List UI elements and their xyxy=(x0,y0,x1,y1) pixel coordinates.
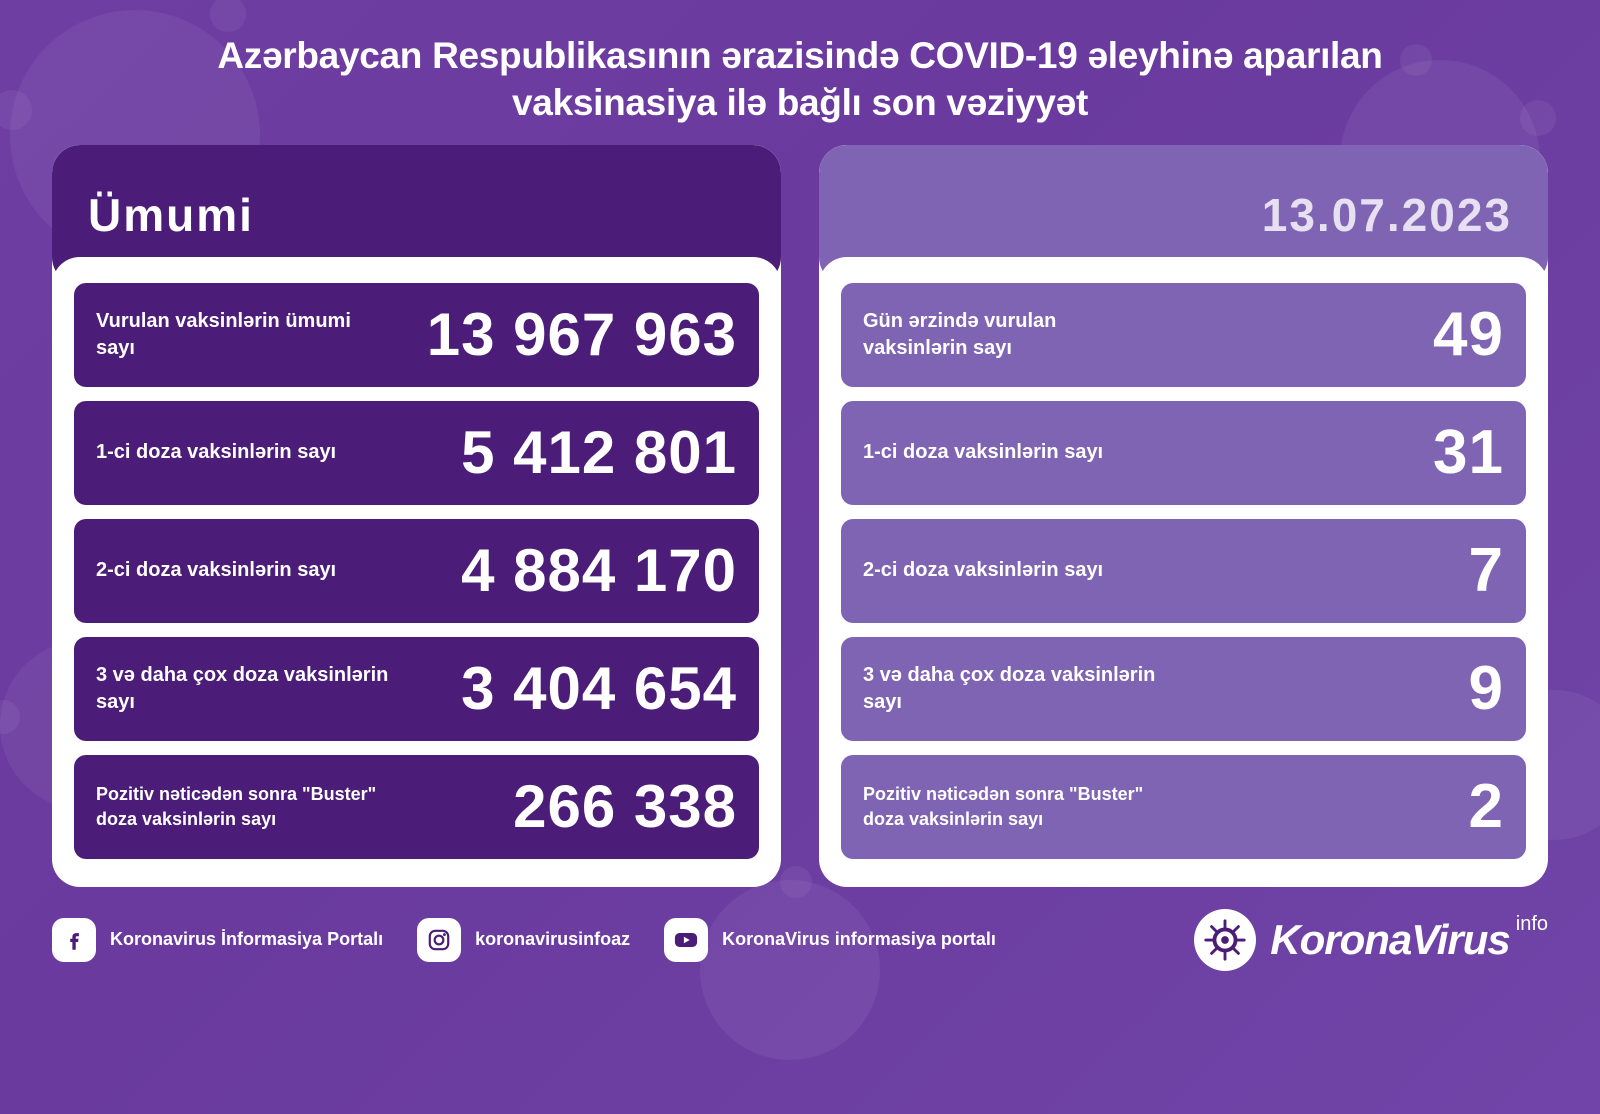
daily-panel xyxy=(819,145,1548,887)
table-row xyxy=(74,637,759,741)
row-label: 1-ci doza vaksinlərin sayı xyxy=(96,441,337,464)
table-row xyxy=(74,755,759,859)
row-label: Pozitiv nəticədən sonra "Buster" doza vaksinlərin sayı xyxy=(96,784,377,829)
total-panel xyxy=(52,145,781,887)
brand-suffix: info xyxy=(1515,912,1548,935)
row-value: 49 xyxy=(1433,300,1504,370)
date-heading: 13.07.2023 xyxy=(1261,188,1512,241)
facebook-label: Koronavirus İnformasiya Portalı xyxy=(110,929,384,950)
row-value: 266 338 xyxy=(513,773,737,841)
table-row xyxy=(841,401,1526,505)
row-label: 2-ci doza vaksinlərin sayı xyxy=(96,559,337,582)
daily-card xyxy=(819,145,1548,887)
row-value: 9 xyxy=(1468,654,1504,724)
row-value: 4 884 170 xyxy=(461,537,737,605)
virus-logo-icon xyxy=(1194,909,1256,971)
table-row xyxy=(841,283,1526,387)
row-value: 13 967 963 xyxy=(426,301,737,369)
row-label: Pozitiv nəticədən sonra "Buster" doza vaksinlərin sayı xyxy=(863,784,1144,829)
row-label: 3 və daha çox doza vaksinlərin sayı xyxy=(863,663,1156,713)
row-label: Vurulan vaksinlərin ümumi sayı xyxy=(96,309,351,359)
youtube-icon xyxy=(664,918,708,962)
facebook-social-link[interactable] xyxy=(52,918,383,962)
table-row xyxy=(841,519,1526,623)
youtube-label: KoronaVirus informasiya portalı xyxy=(722,929,996,950)
row-value: 2 xyxy=(1468,772,1504,842)
row-value: 3 404 654 xyxy=(461,655,737,723)
page-title: Azərbaycan Respublikasının ərazisində COVID-19 əleyhinə aparılan vaksinasiya ilə bağlı son vəziyyət xyxy=(217,35,1383,124)
table-row xyxy=(74,519,759,623)
row-value: 7 xyxy=(1468,536,1504,606)
table-row xyxy=(841,755,1526,859)
panels-container xyxy=(0,127,1600,887)
total-heading: Ümumi xyxy=(88,188,254,241)
brand-name: KoronaVirus xyxy=(1270,915,1510,963)
row-label: Gün ərzində vurulan vaksinlərin sayı xyxy=(863,309,1057,359)
row-label: 3 və daha çox doza vaksinlərin sayı xyxy=(96,663,389,713)
facebook-icon xyxy=(52,918,96,962)
instagram-label: koronavirusinfoaz xyxy=(475,929,631,950)
row-label: 1-ci doza vaksinlərin sayı xyxy=(863,441,1104,464)
total-card xyxy=(52,145,781,887)
row-value: 31 xyxy=(1433,418,1504,488)
daily-card-body xyxy=(819,257,1548,873)
total-card-body xyxy=(52,257,781,873)
instagram-social-link[interactable] xyxy=(417,918,630,962)
footer xyxy=(0,887,1600,971)
brand-logo xyxy=(1194,909,1548,971)
row-label: 2-ci doza vaksinlərin sayı xyxy=(863,559,1104,582)
instagram-icon xyxy=(417,918,461,962)
table-row xyxy=(841,637,1526,741)
table-row xyxy=(74,401,759,505)
table-row xyxy=(74,283,759,387)
youtube-social-link[interactable] xyxy=(664,918,996,962)
row-value: 5 412 801 xyxy=(461,419,737,487)
